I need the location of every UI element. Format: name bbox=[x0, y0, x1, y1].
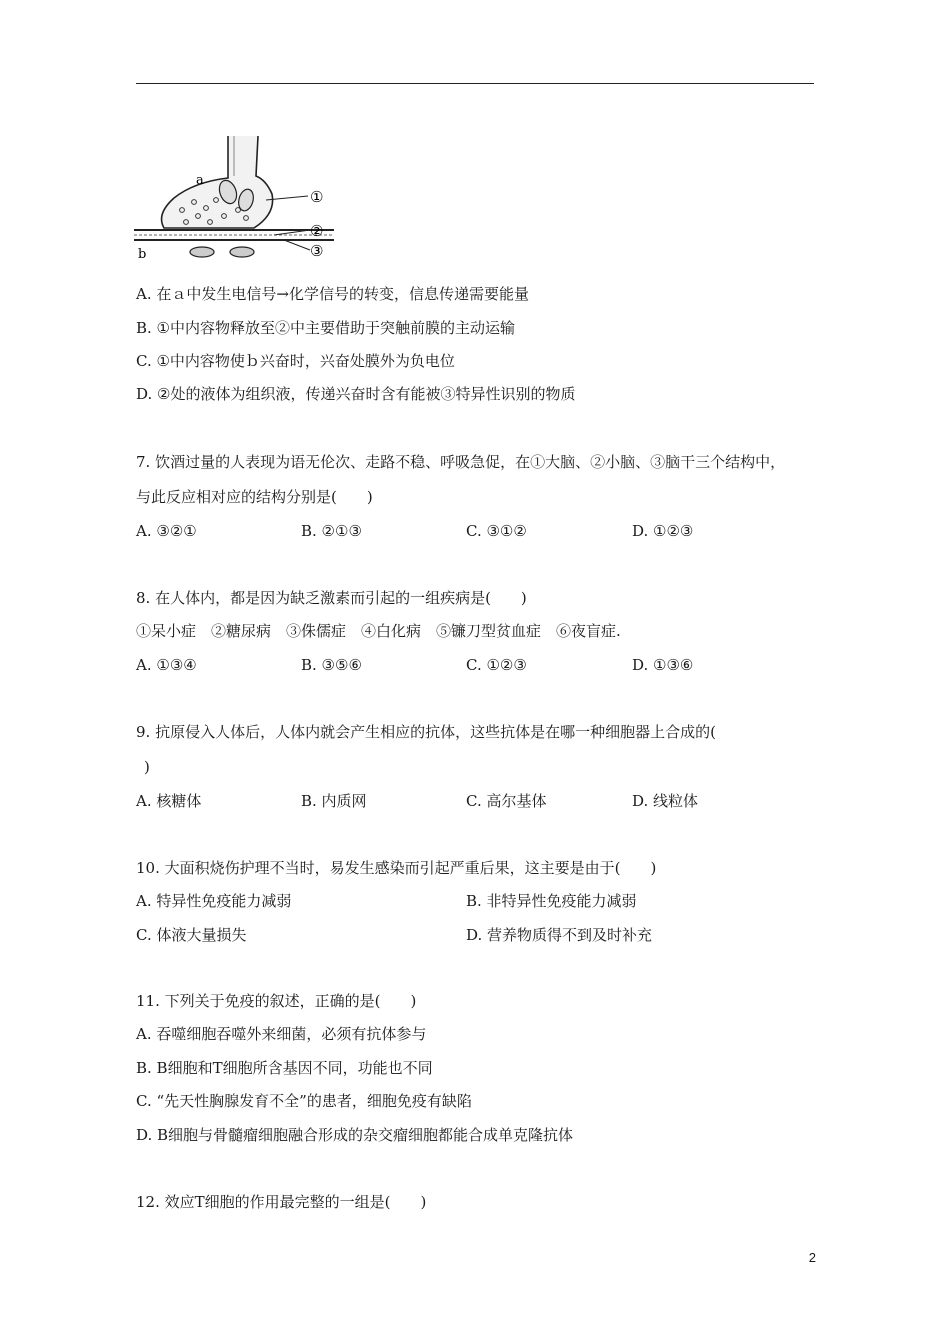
q10-option-b: B. 非特异性免疫能力减弱 bbox=[466, 892, 637, 910]
q9-option-a: A. 核糖体 bbox=[136, 792, 202, 810]
q9-option-d: D. 线粒体 bbox=[632, 792, 699, 810]
q10-option-d: D. 营养物质得不到及时补充 bbox=[466, 926, 653, 944]
q7-option-d: D. ①②③ bbox=[632, 522, 694, 540]
q8-stem-line2: ①呆小症 ②糖尿病 ③侏儒症 ④白化病 ⑤镰刀型贫血症 ⑥夜盲症. bbox=[136, 622, 621, 640]
q6-option-c: C. ①中内容物使ｂ兴奋时，兴奋处膜外为负电位 bbox=[136, 352, 455, 370]
q11-option-c: C. “先天性胸腺发育不全”的患者，细胞免疫有缺陷 bbox=[136, 1092, 472, 1110]
q10-option-c: C. 体液大量损失 bbox=[136, 926, 247, 944]
q11-option-a: A. 吞噬细胞吞噬外来细菌，必须有抗体参与 bbox=[136, 1025, 427, 1043]
q7-stem-line2: 与此反应相对应的结构分别是( ) bbox=[136, 488, 373, 506]
q10-stem: 10. 大面积烧伤护理不当时，易发生感染而引起严重后果，这主要是由于( ) bbox=[136, 859, 657, 877]
q7-option-a: A. ③②① bbox=[136, 522, 197, 540]
q11-option-b: B. B细胞和T细胞所含基因不同，功能也不同 bbox=[136, 1059, 433, 1077]
q8-option-d: D. ①③⑥ bbox=[632, 656, 694, 674]
q12-stem: 12. 效应T细胞的作用最完整的一组是( ) bbox=[136, 1193, 427, 1211]
label-a: a bbox=[196, 173, 204, 188]
q8-option-a: A. ①③④ bbox=[136, 656, 197, 674]
label-b: b bbox=[138, 247, 147, 262]
q11-stem: 11. 下列关于免疫的叙述，正确的是( ) bbox=[136, 992, 417, 1010]
label-1: ① bbox=[310, 188, 324, 206]
q7-option-c: C. ③①② bbox=[466, 522, 527, 540]
q11-option-d: D. B细胞与骨髓瘤细胞融合形成的杂交瘤细胞都能合成单克隆抗体 bbox=[136, 1126, 574, 1144]
q7-option-b: B. ②①③ bbox=[301, 522, 362, 540]
q9-option-c: C. 高尔基体 bbox=[466, 792, 547, 810]
header-rule bbox=[136, 83, 814, 84]
label-2: ② bbox=[310, 222, 324, 240]
q9-option-b: B. 内质网 bbox=[301, 792, 367, 810]
q6-option-a: A. 在ａ中发生电信号→化学信号的转变，信息传递需要能量 bbox=[136, 285, 529, 303]
q9-stem-line1: 9. 抗原侵入人体后，人体内就会产生相应的抗体，这些抗体是在哪一种细胞器上合成的( bbox=[136, 723, 716, 741]
q8-option-c: C. ①②③ bbox=[466, 656, 527, 674]
q8-stem-line1: 8. 在人体内，都是因为缺乏激素而引起的一组疾病是( ) bbox=[136, 589, 527, 607]
q8-option-b: B. ③⑤⑥ bbox=[301, 656, 362, 674]
page-number: 2 bbox=[808, 1250, 816, 1265]
q7-stem-line1: 7. 饮酒过量的人表现为语无伦次、走路不稳、呼吸急促，在①大脑、②小脑、③脑干三个结构中， bbox=[136, 453, 786, 471]
label-3: ③ bbox=[310, 242, 324, 260]
q9-stem-line2: ) bbox=[144, 758, 150, 776]
q10-option-a: A. 特异性免疫能力减弱 bbox=[136, 892, 292, 910]
synapse-figure bbox=[134, 136, 344, 266]
q6-option-b: B. ①中内容物释放至②中主要借助于突触前膜的主动运输 bbox=[136, 319, 516, 337]
q6-option-d: D. ②处的液体为组织液，传递兴奋时含有能被③特异性识别的物质 bbox=[136, 385, 576, 403]
